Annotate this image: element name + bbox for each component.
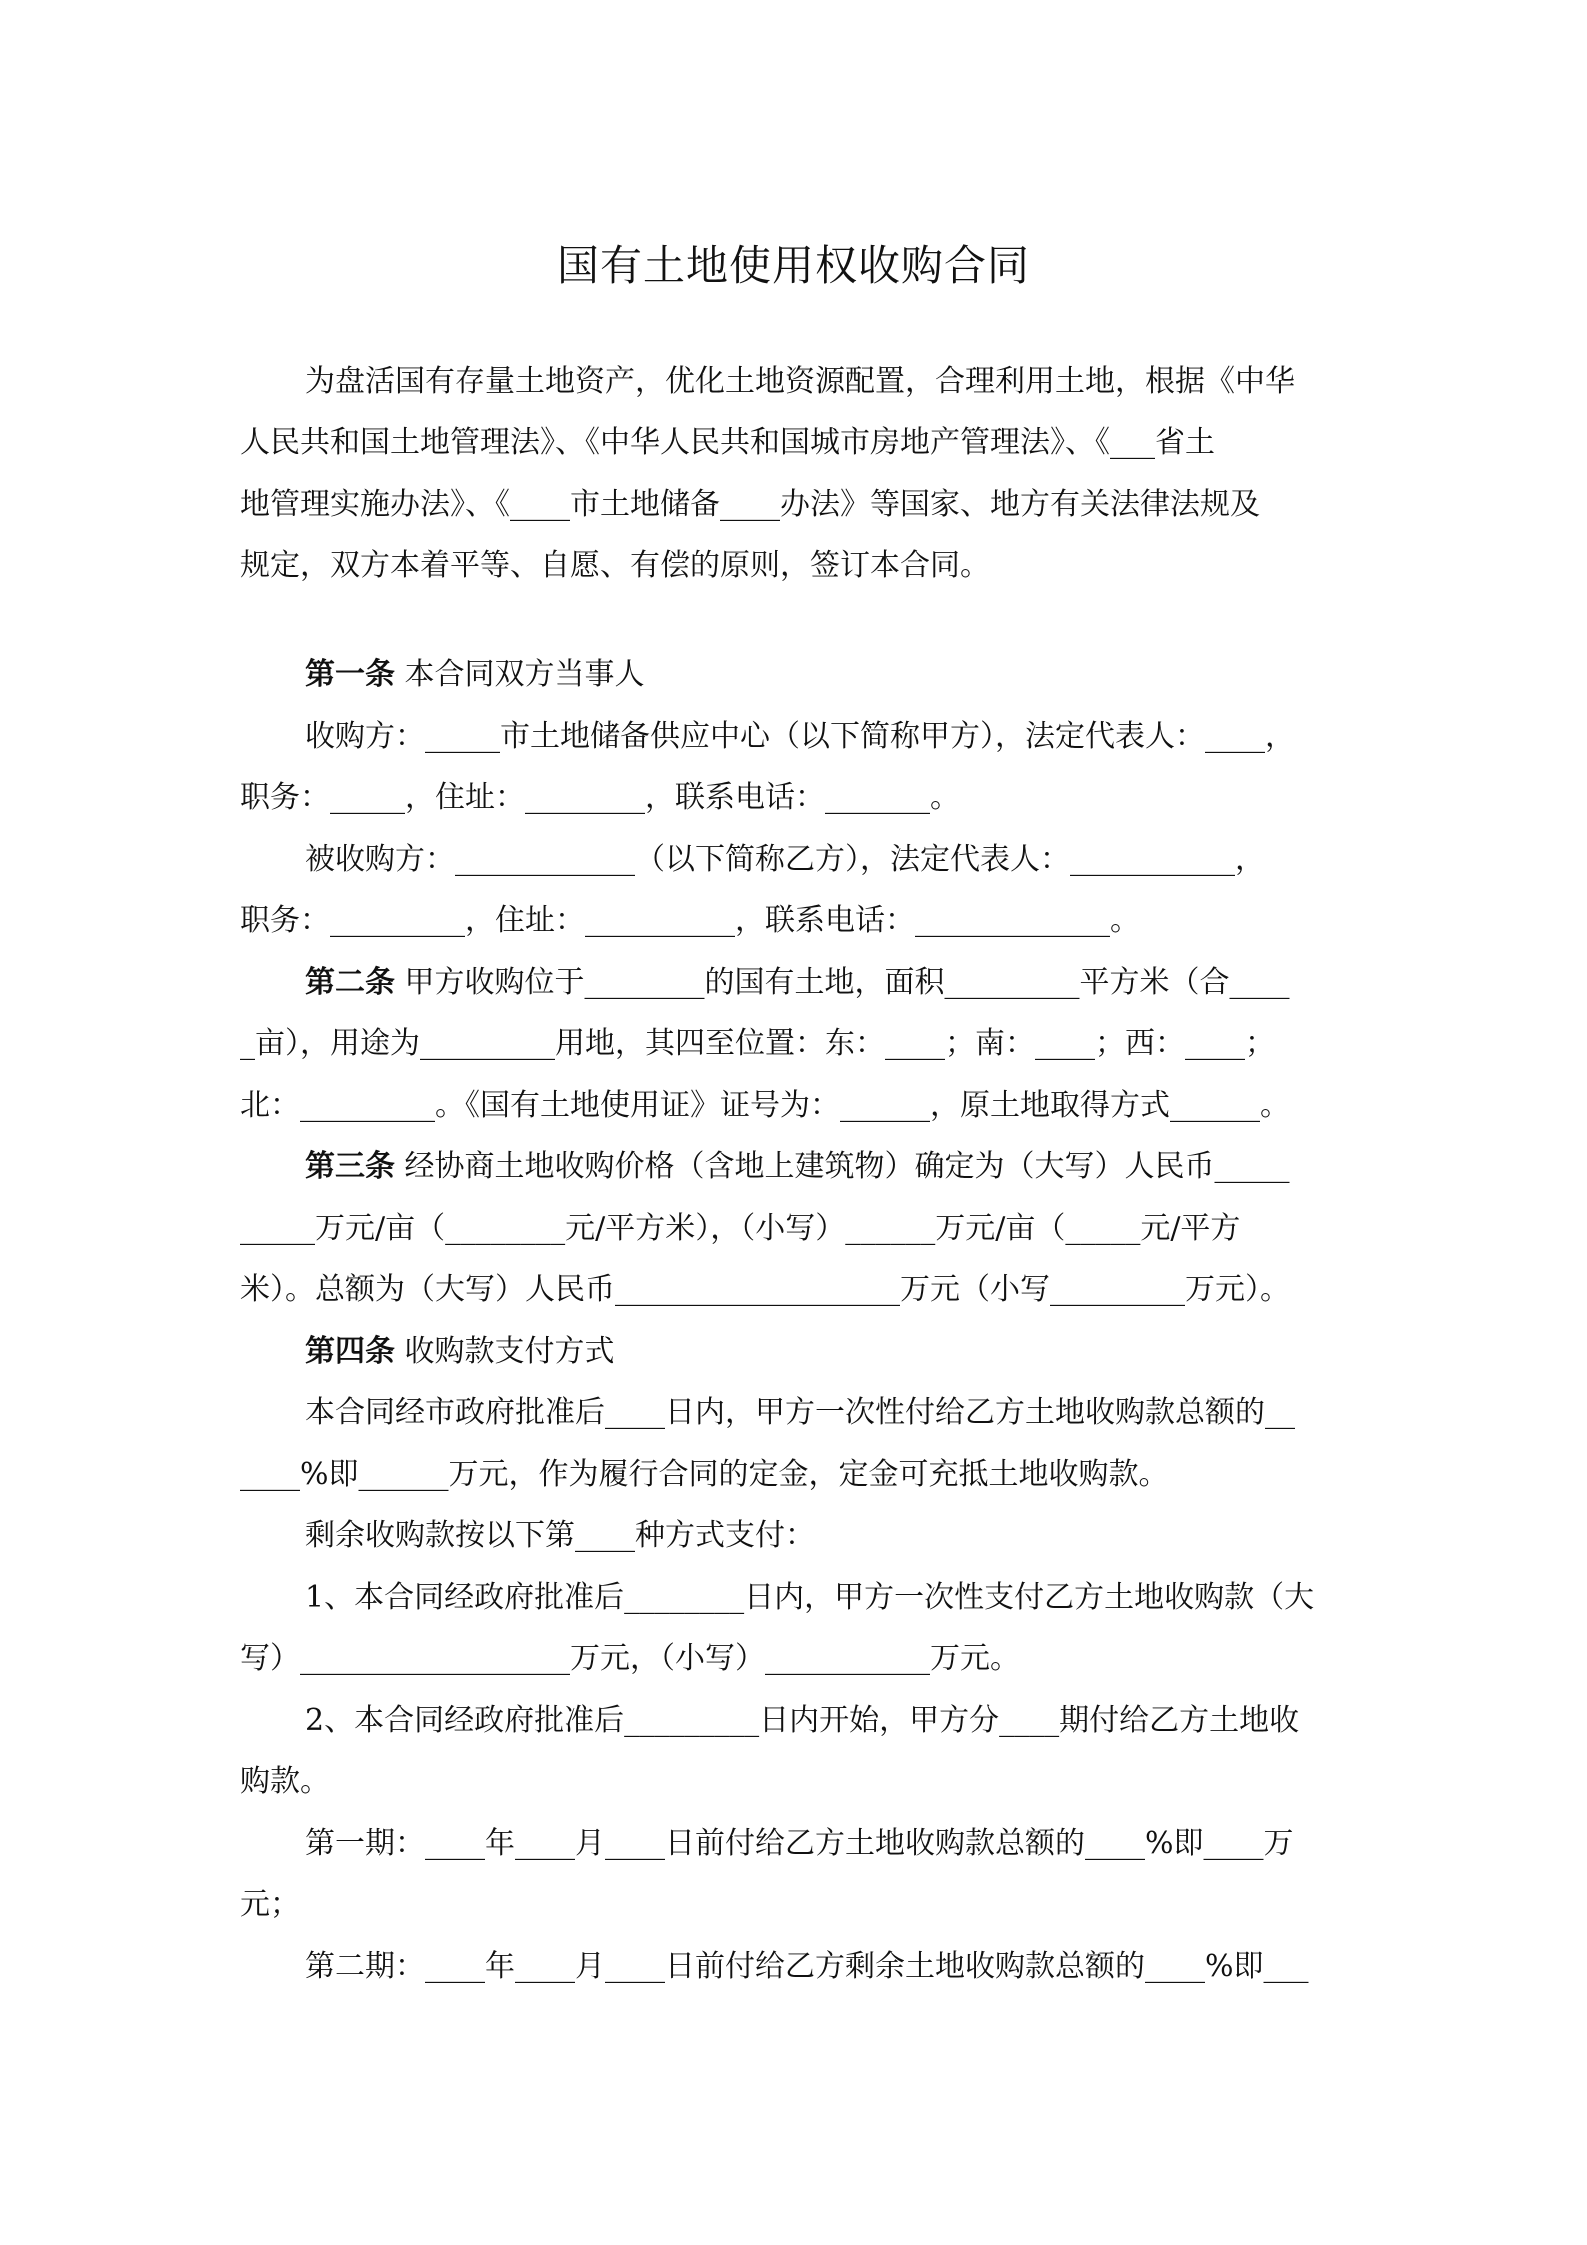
buyer-line-2: 职务：_____，住址：________，联系电话：_______。 [240, 780, 960, 815]
article-2-line-3: 北：_________。《国有土地使用证》证号为：______，原土地取得方式______。 [240, 1088, 1290, 1123]
article-1-title: 本合同双方当事人 [404, 657, 645, 692]
article-3-line-3: 米）。总额为（大写）人民币___________________万元（小写_________万元）。 [240, 1272, 1290, 1307]
article-4-number: 第四条 [305, 1334, 395, 1369]
document-title: 国有土地使用权收购合同 [556, 241, 1030, 290]
article-2-line-2: _亩），用途为_________用地，其四至位置：东：____；南：____；西：____； [240, 1026, 1275, 1061]
option-2-line-2: 购款。 [240, 1764, 330, 1799]
article-2-line-1 [305, 963, 1355, 1003]
remaining-payment-line: 剩余收购款按以下第____种方式支付： [305, 1518, 815, 1553]
installment-1-line-1: 第一期：____年____月____日前付给乙方土地收购款总额的____%即____万 [305, 1826, 1294, 1861]
option-1-line-2: 写）__________________万元，（小写）___________万元。 [240, 1641, 1020, 1676]
option-1-line-1: 1、本合同经政府批准后________日内，甲方一次性支付乙方土地收购款（大 [305, 1580, 1315, 1615]
buyer-line-1: 收购方：_____市土地储备供应中心（以下简称甲方），法定代表人：____， [305, 719, 1295, 754]
installment-1-line-2: 元； [240, 1887, 300, 1922]
article-2-number: 第二条 [305, 965, 395, 1000]
deposit-line-2: ____%即______万元，作为履行合同的定金，定金可充抵土地收购款。 [240, 1457, 1169, 1492]
article-3-line-1 [305, 1147, 1355, 1187]
article-1-number: 第一条 [305, 657, 395, 692]
article-2-text-1: 甲方收购位于________的国有土地，面积_________平方米（合____ [404, 965, 1290, 1000]
seller-line-1: 被收购方：____________（以下简称乙方），法定代表人：___________， [305, 842, 1265, 877]
preamble-line-1: 为盘活国有存量土地资产，优化土地资源配置，合理利用土地，根据《中华 [305, 364, 1295, 399]
deposit-line-1: 本合同经市政府批准后____日内，甲方一次性付给乙方土地收购款总额的__ [305, 1395, 1295, 1430]
preamble-line-2: 人民共和国土地管理法》、《中华人民共和国城市房地产管理法》、《___省土 [240, 425, 1215, 460]
article-4-title: 收购款支付方式 [404, 1334, 615, 1369]
installment-2-line-1: 第二期：____年____月____日前付给乙方剩余土地收购款总额的____%即___ [305, 1949, 1309, 1984]
article-3-text-1: 经协商土地收购价格（含地上建筑物）确定为（大写）人民币_____ [404, 1149, 1290, 1184]
preamble-line-3: 地管理实施办法》、《____市土地储备____办法》等国家、地方有关法律法规及 [240, 487, 1260, 522]
article-3-number: 第三条 [305, 1149, 395, 1184]
seller-line-2: 职务：_________，住址：__________，联系电话：_____________。 [240, 903, 1140, 938]
article-1-heading [305, 655, 1355, 695]
article-3-line-2: _____万元/亩（________元/平方米），（小写）______万元/亩（_____元/平方 [240, 1211, 1241, 1246]
preamble-line-4: 规定，双方本着平等、自愿、有偿的原则，签订本合同。 [240, 548, 990, 583]
article-4-heading [305, 1332, 1355, 1372]
option-2-line-1: 2、本合同经政府批准后_________日内开始，甲方分____期付给乙方土地收 [305, 1703, 1300, 1738]
